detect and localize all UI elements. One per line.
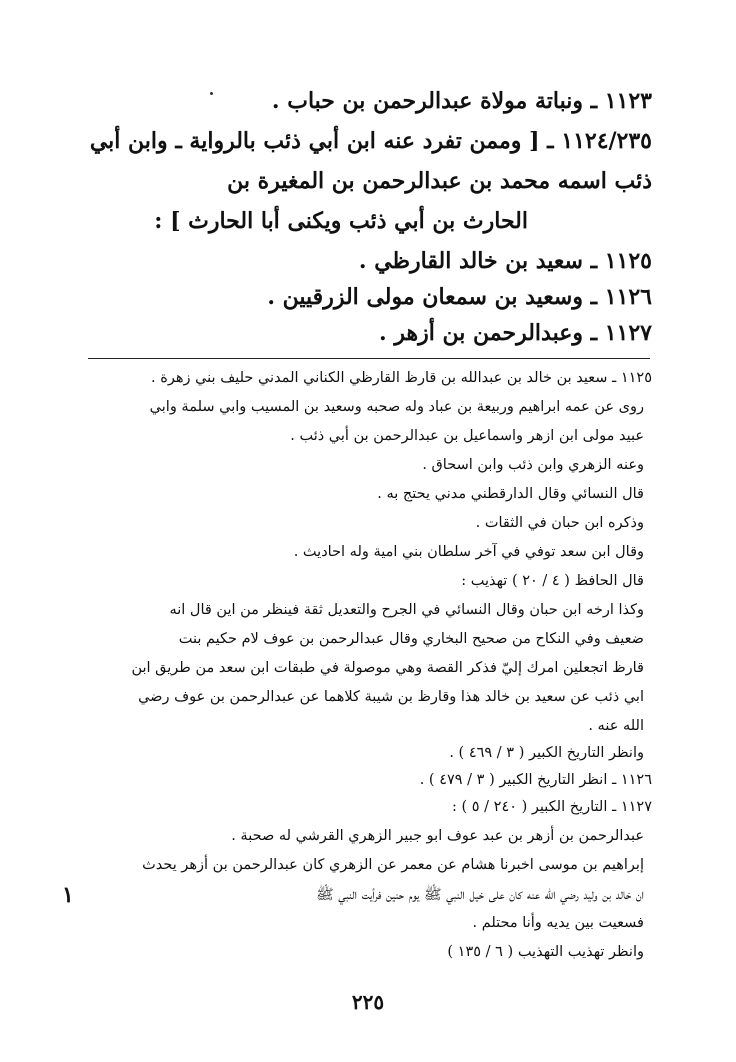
ink-speck [210, 92, 213, 95]
main-line-1126: ١١٢٦ ـ وسعيد بن سمعان مولى الزرقيين . [267, 284, 652, 310]
main-line-1124-cont-1: ذئب اسمه محمد بن عبدالرحمن بن المغيرة بن [227, 168, 652, 194]
main-line-1127: ١١٢٧ ـ وعبدالرحمن بن أزهر . [379, 320, 652, 346]
note-1127-title: ١١٢٧ ـ التاريخ الكبير ( ٢٤٠ / ٥ ) : [452, 799, 652, 815]
note-line: الله عنه . [588, 718, 644, 734]
note-line: عبيد مولى ابن ازهر واسماعيل بن عبدالرحمن بن أبي ذئب . [290, 428, 644, 444]
note-line: وقال ابن سعد توفي في آخر سلطان بني امية وله احاديث . [293, 544, 644, 560]
note-line: روى عن عمه ابراهيم وربيعة بن عباد وله صحبه وسعيد بن المسيب وابي سلمة وابي [149, 399, 644, 415]
main-line-1123: ١١٢٣ ـ ونباتة مولاة عبدالرحمن بن حباب . [271, 88, 652, 114]
page-number: ٢٢٥ [351, 990, 385, 1014]
note-line: وكذا ارخه ابن حبان وقال النسائي في الجرح والتعديل ثقة فينظر من اين قال انه [169, 602, 644, 618]
footnote-separator [88, 358, 650, 359]
note-line: ابي ذئب عن سعيد بن خالد هذا وقارظ بن شيبة كلاهما عن عبدالرحمن بن عوف رضي [138, 689, 644, 705]
note-line: وانظر تهذيب التهذيب ( ٦ / ١٣٥ ) [447, 944, 644, 960]
note-line: وذكره ابن حبان في الثقات . [475, 515, 644, 531]
main-line-1124-heading: ١١٢٤/٢٣٥ ـ [ وممن تفرد عنه ابن أبي ذئب بالرواية ـ وابن أبي [89, 128, 652, 154]
note-line: قال النسائي وقال الدارقطني مدني يحتج به . [377, 486, 644, 502]
note-line: إبراهيم بن موسى اخبرنا هشام عن معمر عن الزهري كان عبدالرحمن بن أزهر يحدث [142, 857, 644, 873]
note-line: قارظ اتجعلين امرك إليّ فذكر القصة وهي موصولة في طبقات ابن سعد من طريق ابن [131, 660, 644, 676]
main-line-1125: ١١٢٥ ـ سعيد بن خالد القارظي . [358, 248, 652, 274]
note-line: وعنه الزهري وابن ذئب وابن اسحاق . [422, 457, 644, 473]
note-1126-title: ١١٢٦ ـ انظر التاريخ الكبير ( ٣ / ٤٧٩ ) . [419, 772, 652, 788]
main-line-1124-cont-2: الحارث بن أبي ذئب ويكنى أبا الحارث ] : [154, 208, 528, 234]
note-1125-title: ١١٢٥ ـ سعيد بن خالد بن عبدالله بن قارظ القارظي الكناني المدني حليف بني زهرة . [151, 370, 652, 386]
note-line: وانظر التاريخ الكبير ( ٣ / ٤٦٩ ) . [449, 745, 644, 761]
note-line: ضعيف وفي النكاح من صحيح البخاري وقال عبدالرحمن بن عوف لام حكيم بنت [178, 631, 644, 647]
note-line: قال الحافظ ( ٤ / ٢٠ ) تهذيب : [461, 573, 644, 589]
note-line: ان خالد بن وليد رضي الله عنه كان على خيل النبي ﷺ يوم حنين فرأيت النبي ﷺ [316, 887, 644, 903]
note-line: عبدالرحمن بن أزهر بن عبد عوف ابو جبير الزهري القرشي له صحبة . [231, 828, 644, 844]
note-line: فسعيت بين يديه وأنا محتلم . [472, 915, 644, 931]
margin-mark: ١ [62, 882, 74, 908]
